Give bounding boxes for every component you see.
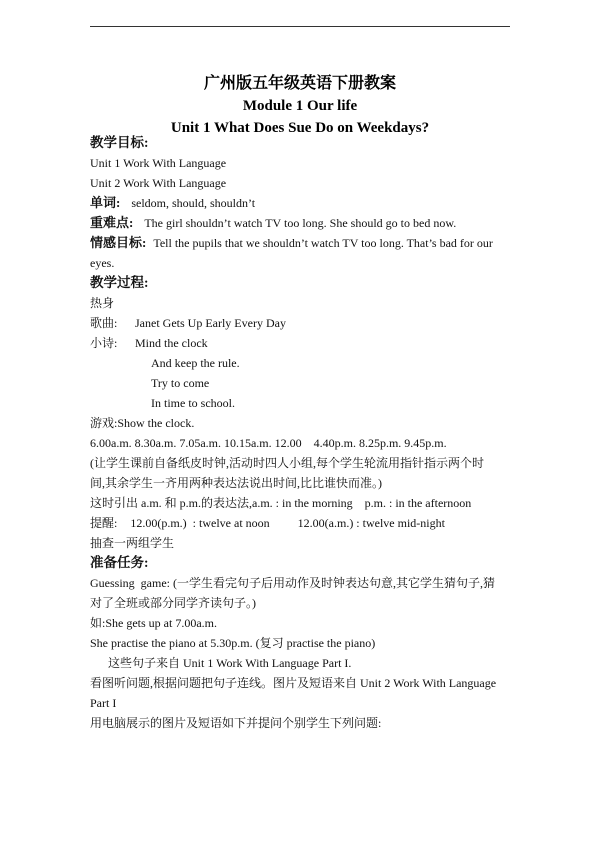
unit-title: Unit 1 What Does Sue Do on Weekdays?: [170, 120, 430, 136]
song-title: Janet Gets Up Early Every Day: [135, 316, 286, 330]
process-heading: 教学过程:: [90, 275, 149, 290]
source-line: 这些句子来自 Unit 1 Work With Language Part I.: [108, 656, 352, 670]
instruction-line: 间,其余学生一齐用两种表达法说出时间,比比谁快而准。): [90, 476, 382, 490]
poem-label: 小诗:: [90, 336, 118, 350]
song-label: 歌曲:: [90, 316, 118, 330]
emotion-text-cont: eyes.: [90, 256, 115, 270]
reminder-line: [90, 513, 510, 533]
ampm-note: 这时引出 a.m. 和 p.m.的表达法,a.m. : in the morning p.m. : in the afternoon: [90, 496, 472, 510]
poem-line-text: Try to come: [151, 376, 210, 390]
example-line: 如:She gets up at 7.00a.m.: [90, 616, 217, 630]
poem-line-text: And keep the rule.: [151, 356, 240, 370]
words-text: seldom, should, shouldn’t: [131, 196, 256, 210]
emotion-label: 情感目标:: [90, 235, 147, 250]
emotion-text: Tell the pupils that we shouldn’t watch TV too long. That’s bad for our: [153, 236, 493, 250]
game-line: 游戏:Show the clock.: [90, 416, 195, 430]
prep-heading: 准备任务:: [90, 555, 149, 570]
song-line: [90, 313, 510, 333]
guessing-line: 对了全班或部分同学齐读句子。): [90, 596, 256, 610]
guessing-line: Guessing game: (一学生看完句子后用动作及时钟表达句意,其它学生猜句子,猜: [90, 576, 495, 590]
poem-line-text: Mind the clock: [135, 336, 208, 350]
example-line: She practise the piano at 5.30p.m. (复习 practise the piano): [90, 636, 376, 650]
document-title: 广州版五年级英语下册教案: [203, 75, 396, 92]
key-points-label: 重难点:: [90, 215, 134, 230]
objective-item: Unit 1 Work With Language: [90, 156, 227, 170]
warmup: 热身: [90, 296, 115, 310]
module-title: Module 1 Our life: [242, 98, 358, 114]
reminder-midnight: 12.00(a.m.) : twelve mid-night: [297, 516, 445, 530]
key-points-text: The girl shouldn’t watch TV too long. She should go to bed now.: [144, 216, 457, 230]
document-body: [90, 133, 510, 733]
objectives-heading: 教学目标:: [90, 135, 149, 150]
reminder-label: 提醒:: [90, 516, 118, 530]
words-label: 单词:: [90, 195, 121, 210]
title-block: [0, 74, 600, 140]
objective-item: Unit 2 Work With Language: [90, 176, 227, 190]
listen-line: Part I: [90, 696, 117, 710]
listen-line: 看图听问题,根据问题把句子连线。图片及短语来自 Unit 2 Work With Language: [90, 676, 497, 690]
computer-line: 用电脑展示的图片及短语如下并提问个别学生下列问题:: [90, 716, 382, 730]
times-line: 6.00a.m. 8.30a.m. 7.05a.m. 10.15a.m. 12.00 4.40p.m. 8.25p.m. 9.45p.m.: [90, 436, 447, 450]
reminder-noon: 12.00(p.m.) : twelve at noon: [130, 516, 270, 530]
words-line: [90, 193, 510, 213]
poem-line: [90, 333, 510, 353]
key-points-line: [90, 213, 510, 233]
instruction-line: (让学生课前自备纸皮时钟,活动时四人小组,每个学生轮流用指针指示两个时: [90, 456, 484, 470]
poem-line-text: In time to school.: [151, 396, 235, 410]
header-rule: [90, 26, 510, 27]
check-line: 抽查一两组学生: [90, 536, 175, 550]
emotion-line: [90, 233, 510, 253]
